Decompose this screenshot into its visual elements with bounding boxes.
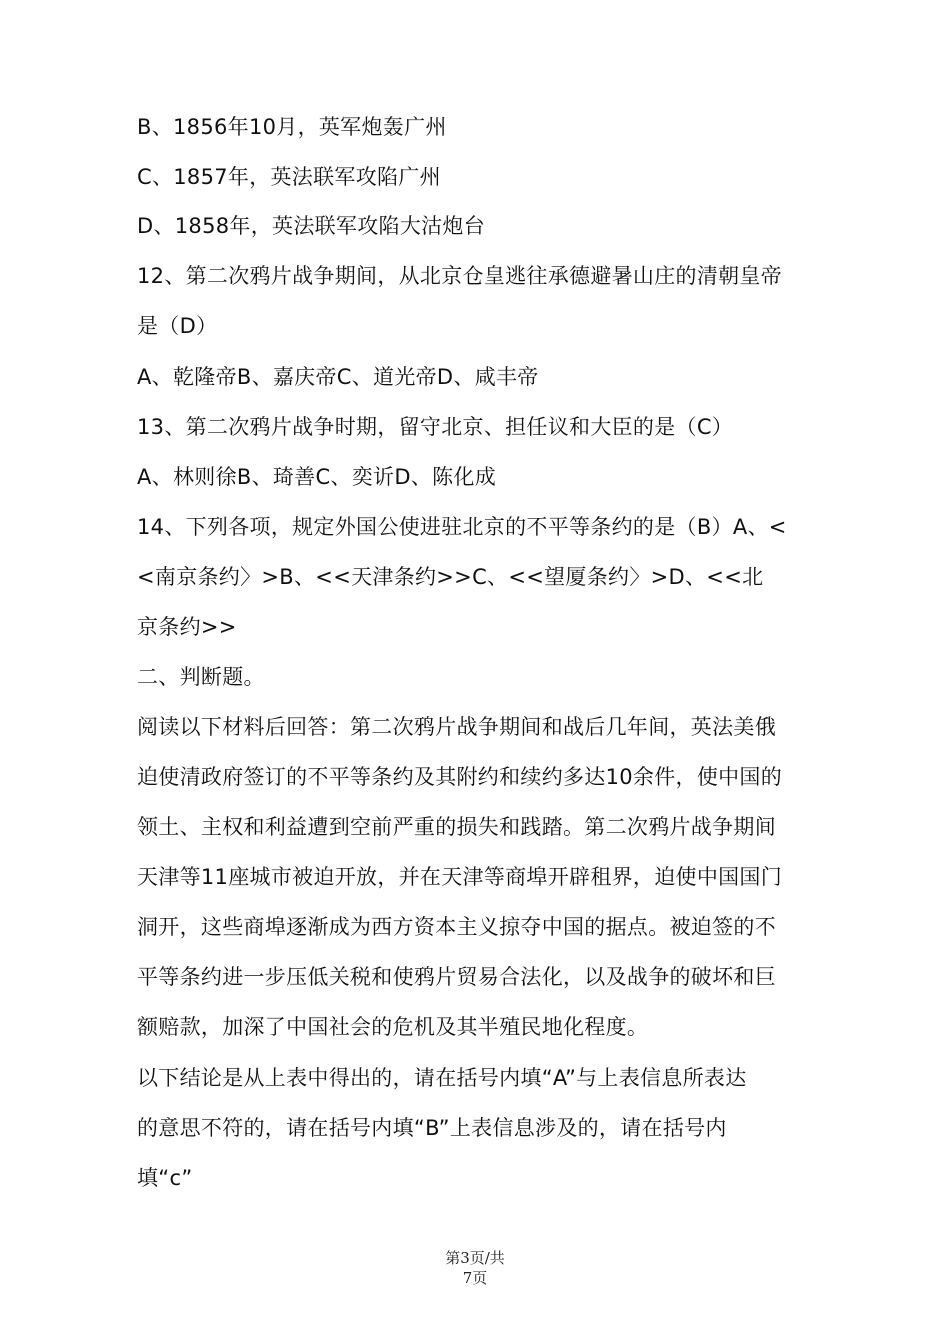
text-line: 平等条约进一步压低关税和使鸦片贸易合法化，以及战争的破坏和巨 [137, 965, 776, 989]
text-line: C、1857年，英法联军攻陷广州 [137, 165, 441, 189]
text-line: 14、下列各项，规定外国公使进驻北京的不平等条约的是（B）A、< [137, 515, 787, 539]
text-line: B、1856年10月，英军炮轰广州 [137, 115, 447, 139]
text-line: 阅读以下材料后回答：第二次鸦片战争期间和战后几年间，英法美俄 [137, 715, 776, 739]
text-line: 迫使清政府签订的不平等条约及其附约和续约多达10余件，使中国的 [137, 765, 783, 789]
text-line: 的意思不符的，请在括号内填“B”上表信息涉及的，请在括号内 [137, 1116, 727, 1140]
text-line: 京条约>> [137, 615, 237, 639]
text-line: 天津等11座城市被迫开放，并在天津等商埠开辟租界，迫使中国国门 [137, 865, 783, 889]
text-line: D、1858年，英法联军攻陷大沽炮台 [137, 214, 486, 238]
text-line: 13、第二次鸦片战争时期，留守北京、担任议和大臣的是（C） [137, 415, 734, 439]
text-line: 领土、主权和利益遭到空前严重的损失和践踏。第二次鸦片战争期间 [137, 815, 776, 839]
text-line: A、乾隆帝B、嘉庆帝C、道光帝D、咸丰帝 [137, 365, 539, 389]
text-line: 以下结论是从上表中得出的，请在括号内填“A”与上表信息所表达 [137, 1066, 747, 1090]
text-line: 洞开，这些商埠逐渐成为西方资本主义掠夺中国的据点。被迫签的不 [137, 915, 776, 939]
text-line: 12、第二次鸦片战争期间，从北京仓皇逃往承德避暑山庄的清朝皇帝 [137, 264, 783, 288]
text-line: 是（D） [137, 314, 218, 338]
text-line: <南京条约〉>B、<<天津条约>>C、<<望厦条约〉>D、<<北 [137, 565, 764, 589]
page-number-line-2: 7页 [462, 1269, 488, 1287]
text-line: 额赔款，加深了中国社会的危机及其半殖民地化程度。 [137, 1015, 649, 1039]
text-line: A、林则徐B、琦善C、奕䜣D、陈化成 [137, 465, 497, 489]
page-number-line-1: 第3页/共 [445, 1249, 505, 1267]
section-heading: 二、判断题。 [137, 665, 265, 689]
text-line: 填“c” [137, 1166, 193, 1190]
